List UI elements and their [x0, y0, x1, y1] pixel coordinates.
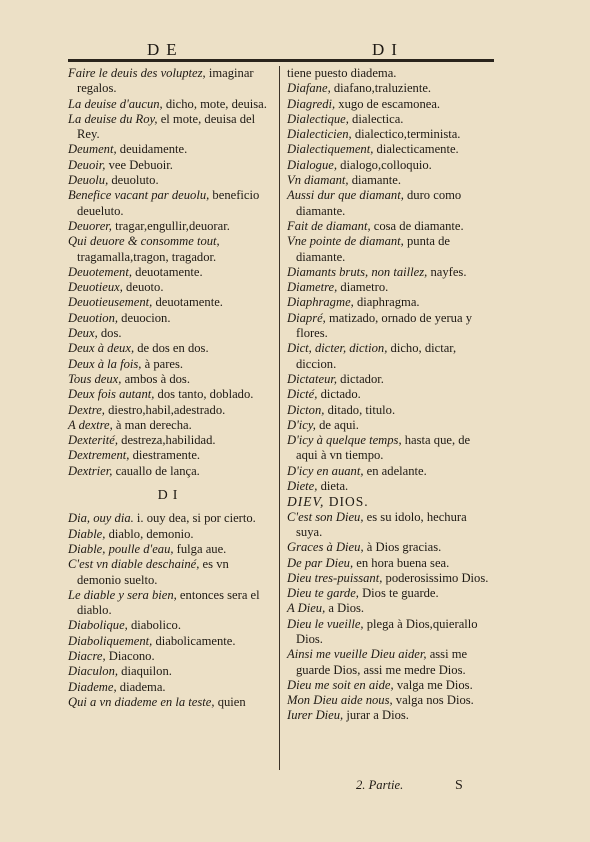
entry-headword: Diapré,	[287, 310, 326, 325]
entry-translation: dos tanto, doblado.	[154, 387, 254, 402]
entry-headword: Diaphragme,	[287, 295, 354, 310]
entry-headword: C'est vn diable deschainé,	[68, 557, 200, 572]
dictionary-entry	[68, 464, 272, 479]
left-entries	[68, 66, 272, 479]
entry-translation: diafano,traluziente.	[330, 81, 432, 96]
entry-translation: deuidamente.	[116, 142, 188, 157]
entry-translation: xugo de escamonea.	[335, 96, 441, 111]
entry-translation: Dios te guarde.	[358, 586, 439, 601]
dictionary-entry	[287, 418, 493, 433]
dictionary-entry	[68, 158, 272, 173]
dictionary-entry	[287, 678, 493, 693]
left-entries-2	[68, 511, 272, 710]
right-column	[287, 66, 493, 724]
dictionary-entry	[68, 188, 272, 219]
entry-translation: jurar a Dios.	[343, 708, 409, 723]
dictionary-entry	[68, 527, 272, 542]
entry-translation: entonces sera el diablo.	[77, 587, 260, 618]
entry-translation: poderosissimo Dios.	[382, 570, 489, 585]
dictionary-entry	[68, 112, 272, 143]
entry-headword: Le diable y sera bien,	[68, 587, 177, 602]
entry-translation: diestramente.	[129, 448, 201, 463]
dictionary-entry	[68, 295, 272, 310]
dictionary-entry	[68, 219, 272, 234]
entry-headword: Dicté,	[287, 387, 318, 402]
entry-headword: Qui a vn diademe en la teste,	[68, 694, 215, 709]
entry-translation: diadema.	[116, 679, 166, 694]
entry-translation: DIOS.	[324, 494, 369, 510]
entry-headword: Diademe,	[68, 679, 117, 694]
dictionary-entry	[68, 234, 272, 265]
dictionary-entry	[68, 542, 272, 557]
entry-headword: La deuise d'aucun,	[68, 96, 163, 111]
dictionary-entry	[287, 173, 493, 188]
entry-translation: dialectica.	[348, 111, 404, 126]
dictionary-entry	[287, 433, 493, 464]
entry-translation: en hora buena sea.	[353, 555, 450, 570]
entry-headword: Iurer Dieu,	[287, 708, 344, 723]
entry-headword: A dextre,	[68, 417, 113, 432]
right-entries	[287, 66, 493, 724]
dictionary-entry	[287, 341, 493, 372]
entry-headword: Deuotieusement,	[68, 295, 153, 310]
entry-headword: Deuoir,	[68, 157, 106, 172]
dictionary-entry	[68, 265, 272, 280]
entry-translation: Diacono.	[105, 648, 155, 663]
entry-translation: deuoluto.	[108, 173, 159, 188]
entry-headword: De par Dieu,	[287, 555, 354, 570]
entry-translation: valga me Dios.	[393, 677, 473, 692]
entry-headword: Dieu le vueille,	[287, 616, 364, 631]
entry-translation: deuocion.	[118, 310, 171, 325]
entry-translation: imaginar regalos.	[77, 66, 254, 96]
entry-headword: Vne pointe de diamant,	[287, 234, 404, 249]
dictionary-entry	[287, 219, 493, 234]
dictionary-entry	[68, 387, 272, 402]
dictionary-entry	[68, 433, 272, 448]
entry-headword: Benefice vacant par deuolu,	[68, 188, 210, 203]
entry-translation: tragar,engullir,deuorar.	[111, 218, 230, 233]
entry-headword: Deument,	[68, 142, 117, 157]
entry-translation: diaquilon.	[118, 664, 172, 679]
dictionary-entry	[68, 634, 272, 649]
entry-translation: es vn demonio suelto.	[77, 557, 229, 587]
entry-translation: en adelante.	[363, 463, 427, 478]
dictionary-entry	[68, 326, 272, 341]
entry-translation: de dos en dos.	[134, 341, 209, 356]
dictionary-entry	[287, 295, 493, 310]
entry-headword: Diamants bruts, non taillez,	[287, 264, 428, 279]
entry-translation: plega à Dios,quierallo Dios.	[296, 616, 478, 646]
dictionary-entry	[287, 693, 493, 708]
entry-translation: à Dios gracias.	[363, 540, 442, 555]
entry-headword: Dialectiquement,	[287, 142, 374, 157]
dictionary-entry	[287, 372, 493, 387]
dictionary-entry	[287, 234, 493, 265]
entry-headword: D'icy en auant,	[287, 463, 364, 478]
dictionary-entry	[287, 81, 493, 96]
entry-headword: DIEV,	[287, 494, 325, 510]
entry-translation: dieta.	[317, 479, 349, 494]
entry-translation: ditado, titulo.	[324, 402, 396, 417]
entry-translation: nayfes.	[427, 264, 467, 279]
dictionary-entry	[287, 387, 493, 402]
entry-headword: Qui deuore & consomme tout,	[68, 234, 220, 249]
entry-headword: Dieu te garde,	[287, 586, 359, 601]
dictionary-entry	[68, 618, 272, 633]
dictionary-entry	[287, 97, 493, 112]
entry-headword: Diagredi,	[287, 96, 336, 111]
entry-translation: diabolicamente.	[152, 633, 236, 648]
entry-headword: Fait de diamant,	[287, 218, 371, 233]
entry-translation: valga nos Dios.	[392, 693, 474, 708]
entry-headword: Graces à Dieu,	[287, 540, 364, 555]
entry-translation: diablo, demonio.	[105, 526, 194, 541]
dictionary-entry	[287, 142, 493, 157]
entry-translation: diametro.	[337, 280, 389, 295]
left-column	[68, 66, 272, 710]
dictionary-entry	[287, 494, 493, 509]
entry-headword: Dialecticien,	[287, 127, 352, 142]
entry-headword: Tous deux,	[68, 371, 122, 386]
dictionary-entry	[287, 540, 493, 555]
entry-headword: Vn diamant,	[287, 173, 349, 188]
entry-headword: Deuolu,	[68, 173, 109, 188]
entry-translation: dos.	[97, 326, 122, 341]
dictionary-entry	[68, 588, 272, 619]
entry-translation: cosa de diamante.	[370, 218, 464, 233]
dictionary-entry	[68, 649, 272, 664]
running-head-right: DI	[372, 40, 404, 59]
entry-headword: Deuorer,	[68, 218, 112, 233]
entry-translation: vee Debuoir.	[105, 157, 173, 172]
entry-headword: Deuotement,	[68, 264, 132, 279]
dictionary-entry	[68, 173, 272, 188]
entry-translation: tragamalla,tragon, tragador.	[77, 249, 217, 264]
entry-translation: cauallo de lança.	[112, 463, 200, 478]
running-head-left: DE	[147, 40, 184, 59]
dictionary-entry	[68, 357, 272, 372]
entry-translation: à man derecha.	[112, 417, 192, 432]
dictionary-entry	[68, 341, 272, 356]
entry-translation: duro como diamante.	[296, 188, 462, 218]
dictionary-entry	[68, 680, 272, 695]
entry-translation: deuotamente.	[152, 295, 223, 310]
dictionary-entry	[68, 97, 272, 112]
dictionary-entry	[287, 188, 493, 219]
entry-headword: Diaculon,	[68, 664, 119, 679]
entry-translation: fulga aue.	[173, 541, 227, 556]
dictionary-entry	[68, 448, 272, 463]
entry-translation: dicho, mote, deuisa.	[162, 96, 267, 111]
entry-translation: ambos à dos.	[121, 371, 190, 386]
section-heading: DI	[157, 488, 183, 504]
entry-translation: quien	[214, 694, 246, 709]
entry-translation: diamante.	[348, 173, 402, 188]
entry-headword: Diable,	[68, 526, 106, 541]
entry-headword: Deux,	[68, 326, 98, 341]
dictionary-entry	[287, 510, 493, 541]
entry-translation: diestro,habil,adestrado.	[104, 402, 226, 417]
entry-headword: D'icy,	[287, 417, 316, 432]
entry-translation: dialecticamente.	[373, 142, 459, 157]
entry-translation: dicho, dictar, diccion.	[296, 341, 457, 371]
entry-headword: Diafane,	[287, 81, 331, 96]
entry-translation: es su idolo, hechura suya.	[296, 509, 467, 539]
entry-translation: a Dios.	[325, 601, 365, 616]
dictionary-entry	[287, 571, 493, 586]
dictionary-entry	[287, 280, 493, 295]
entry-translation: de aqui.	[315, 417, 359, 432]
entry-headword: Dextrement,	[68, 448, 130, 463]
dictionary-entry	[68, 695, 272, 710]
dictionary-entry	[287, 311, 493, 342]
dictionary-entry	[68, 511, 272, 526]
entry-headword: Diacre,	[68, 648, 106, 663]
entry-headword: Diable, poulle d'eau,	[68, 541, 174, 556]
entry-translation: beneficio deueluto.	[77, 188, 260, 218]
dictionary-entry	[287, 617, 493, 648]
entry-translation: destreza,habilidad.	[118, 433, 216, 448]
dictionary-entry	[287, 112, 493, 127]
dictionary-entry	[287, 479, 493, 494]
entry-headword: Dictateur,	[287, 371, 338, 386]
entry-headword: Diete,	[287, 479, 318, 494]
entry-headword: Dialogue,	[287, 157, 338, 172]
entry-headword: Dextrier,	[68, 463, 113, 478]
entry-translation: deuotamente.	[132, 264, 203, 279]
entry-headword: Diametre,	[287, 280, 338, 295]
entry-headword: Diaboliquement,	[68, 633, 153, 648]
dictionary-entry	[287, 158, 493, 173]
dictionary-entry	[68, 372, 272, 387]
entry-headword: Dialectique,	[287, 111, 349, 126]
entry-headword: Aussi dur que diamant,	[287, 188, 404, 203]
entry-headword: D'icy à quelque temps,	[287, 433, 402, 448]
entry-translation: hasta que, de aqui à vn tiempo.	[296, 433, 471, 463]
entry-translation: tiene puesto diadema.	[287, 66, 397, 80]
entry-headword: Mon Dieu aide nous,	[287, 693, 393, 708]
dictionary-entry	[287, 556, 493, 571]
entry-headword: Dexterité,	[68, 433, 118, 448]
entry-translation: dialogo,colloquio.	[337, 157, 432, 172]
dictionary-entry	[68, 557, 272, 588]
dictionary-entry	[287, 647, 493, 678]
dictionary-entry	[287, 265, 493, 280]
dictionary-entry	[287, 464, 493, 479]
dictionary-entry	[68, 418, 272, 433]
entry-translation: assi me guarde Dios, assi me medre Dios.	[296, 647, 468, 677]
entry-translation: diaphragma.	[353, 295, 420, 310]
dictionary-entry	[68, 664, 272, 679]
dictionary-entry	[68, 66, 272, 97]
dictionary-entry	[68, 403, 272, 418]
entry-translation: dialectico,terminista.	[351, 127, 461, 142]
entry-translation: diabolico.	[127, 618, 181, 633]
entry-headword: C'est son Dieu,	[287, 509, 364, 524]
entry-headword: Dieu tres-puissant,	[287, 570, 383, 585]
entry-headword: Deux fois autant,	[68, 387, 155, 402]
dictionary-entry	[68, 142, 272, 157]
entry-translation: punta de diamante.	[296, 234, 450, 264]
entry-headword: Faire le deuis des voluptez,	[68, 66, 206, 80]
header-rule	[68, 59, 494, 62]
entry-headword: La deuise du Roy,	[68, 111, 158, 126]
entry-translation: i. ouy dea, si por cierto.	[133, 511, 256, 526]
entry-headword: Dextre,	[68, 402, 105, 417]
dictionary-entry	[287, 66, 493, 81]
entry-headword: A Dieu,	[287, 601, 326, 616]
dictionary-entry	[287, 601, 493, 616]
entry-headword: Dict, dicter, diction,	[287, 341, 388, 356]
entry-headword: Ainsi me vueille Dieu aider,	[287, 647, 427, 662]
dictionary-entry	[287, 708, 493, 723]
entry-translation: deuoto.	[122, 280, 164, 295]
entry-headword: Deux à deux,	[68, 341, 135, 356]
entry-translation: el mote, deuisa del Rey.	[77, 111, 256, 142]
entry-headword: Deux à la fois,	[68, 356, 142, 371]
entry-headword: Deuotion,	[68, 310, 119, 325]
dictionary-entry	[68, 311, 272, 326]
entry-headword: Dieu me soit en aide,	[287, 677, 394, 692]
entry-translation: matizado, ornado de yerua y flores.	[296, 310, 472, 341]
dictionary-entry	[287, 127, 493, 142]
entry-translation: à pares.	[141, 356, 184, 371]
entry-headword: Deuotieux,	[68, 280, 123, 295]
catchword: S	[455, 778, 463, 793]
entry-headword: Diabolique,	[68, 618, 128, 633]
entry-translation: dictado.	[317, 387, 361, 402]
dictionary-entry	[287, 586, 493, 601]
entry-headword: Dicton,	[287, 402, 325, 417]
column-divider	[279, 66, 280, 770]
dictionary-entry	[287, 403, 493, 418]
signature-mark: 2. Partie.	[356, 778, 404, 792]
dictionary-entry	[68, 280, 272, 295]
entry-headword: Dia, ouy dia.	[68, 511, 134, 526]
entry-translation: dictador.	[337, 371, 384, 386]
